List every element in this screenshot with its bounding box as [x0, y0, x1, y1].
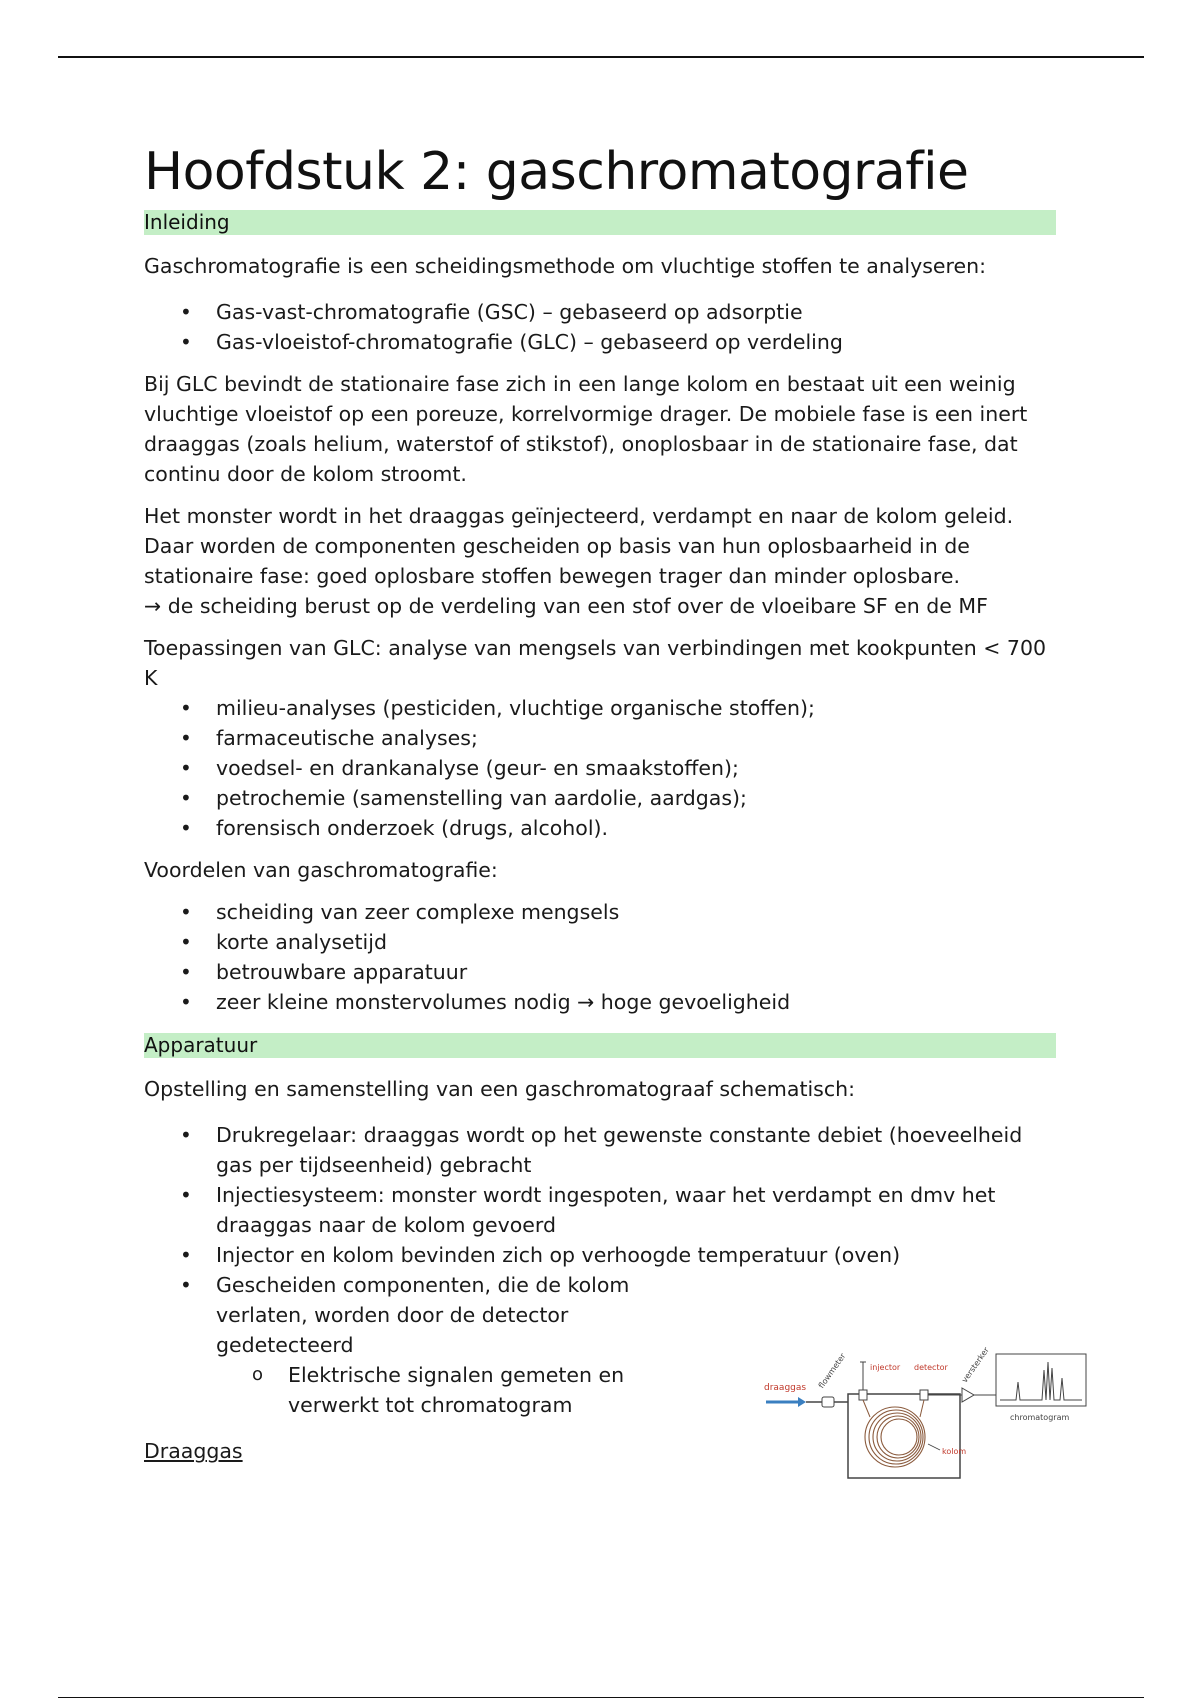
label-draaggas: draaggas	[764, 1383, 807, 1393]
advantages-list	[144, 897, 1056, 1017]
list-item	[144, 1270, 636, 1420]
amplifier-triangle	[962, 1388, 974, 1402]
carrier-gas-arrowhead	[798, 1397, 806, 1407]
section-heading-inleiding: Inleiding	[144, 210, 1056, 235]
list-item: • petrochemie (samenstelling van aardolie, aardgas);	[144, 783, 1056, 813]
list-item: • Gas-vloeistof-chromatografie (GLC) – gebaseerd op verdeling	[144, 327, 1056, 357]
injector-port	[859, 1390, 867, 1400]
applications-intro: Toepassingen van GLC: analyse van mengsels van verbindingen met kookpunten < 700 K	[144, 636, 1047, 690]
list-item: • forensisch onderzoek (drugs, alcohol).	[144, 813, 1056, 843]
detector-port	[920, 1390, 928, 1400]
label-chromatogram: chromatogram	[1010, 1413, 1070, 1422]
injection-paragraph: Het monster wordt in het draaggas geïnjecteerd, verdampt en naar de kolom geleid. Daar worden de componenten gescheiden op basis van hun oplosbaarheid in de stationaire fase: goed oplosbare stoffen bewegen trager dan minder oplosbare.	[144, 504, 1014, 588]
list-item: • Injector en kolom bevinden zich op verhoogde temperatuur (oven)	[144, 1240, 1056, 1270]
section-heading-apparatuur: Apparatuur	[144, 1033, 1056, 1058]
separation-conclusion: → de scheiding berust op de verdeling van een stof over de vloeibare SF en de MF	[144, 594, 988, 618]
label-kolom: kolom	[942, 1447, 967, 1456]
footer-rule	[58, 1697, 1144, 1698]
label-injector: injector	[870, 1363, 901, 1372]
list-item: • voedsel- en drankanalyse (geur- en smaakstoffen);	[144, 753, 1056, 783]
flowmeter-box	[822, 1397, 834, 1407]
apparatuur-intro: Opstelling en samenstelling van een gaschromatograaf schematisch:	[144, 1077, 856, 1101]
list-item: • Drukregelaar: draaggas wordt op het gewenste constante debiet (hoeveelheid gas per tijdseenheid) gebracht	[144, 1120, 1056, 1180]
list-item: • scheiding van zeer complexe mengsels	[144, 897, 1056, 927]
chromatography-types-list	[144, 297, 1056, 357]
list-item: • Gas-vast-chromatografie (GSC) – gebaseerd op adsorptie	[144, 297, 1056, 327]
page-title: Hoofdstuk 2: gaschromatografie	[144, 142, 969, 202]
list-item: • farmaceutische analyses;	[144, 723, 1056, 753]
detector-item-text: Gescheiden componenten, die de kolom verlaten, worden door de detector gedetecteerd	[216, 1273, 630, 1357]
applications-list	[144, 693, 1056, 843]
list-item: • betrouwbare apparatuur	[144, 957, 1056, 987]
gc-schematic-diagram	[760, 1332, 1110, 1482]
list-item: • zeer kleine monstervolumes nodig → hoge gevoeligheid	[144, 987, 1056, 1017]
inleiding-intro: Gaschromatografie is een scheidingsmethode om vluchtige stoffen te analyseren:	[144, 254, 987, 278]
label-versterker: versterker	[959, 1345, 991, 1385]
glc-paragraph: Bij GLC bevindt de stationaire fase zich in een lange kolom en bestaat uit een weinig vluchtige vloeistof op een poreuze, korrelvormige drager. De mobiele fase is een inert draaggas (zoals helium, waterstof of stikstof), onoplosbaar in de stationaire fase, dat continu door de kolom stroomt.	[144, 372, 1028, 486]
label-flowmeter: flowmeter	[816, 1351, 848, 1391]
chromatogram-box	[996, 1354, 1086, 1406]
list-item: • korte analysetijd	[144, 927, 1056, 957]
list-item: • milieu-analyses (pesticiden, vluchtige organische stoffen);	[144, 693, 1056, 723]
document-body	[144, 140, 1056, 1466]
subheading-draaggas: Draaggas	[144, 1439, 243, 1463]
label-detector: detector	[914, 1363, 948, 1372]
header-rule	[58, 56, 1144, 58]
advantages-intro: Voordelen van gaschromatografie:	[144, 858, 498, 882]
sub-list-item: o Elektrische signalen gemeten en verwerkt tot chromatogram	[216, 1360, 636, 1420]
list-item: • Injectiesysteem: monster wordt ingespoten, waar het verdampt en dmv het draaggas naar de kolom gevoerd	[144, 1180, 1056, 1240]
